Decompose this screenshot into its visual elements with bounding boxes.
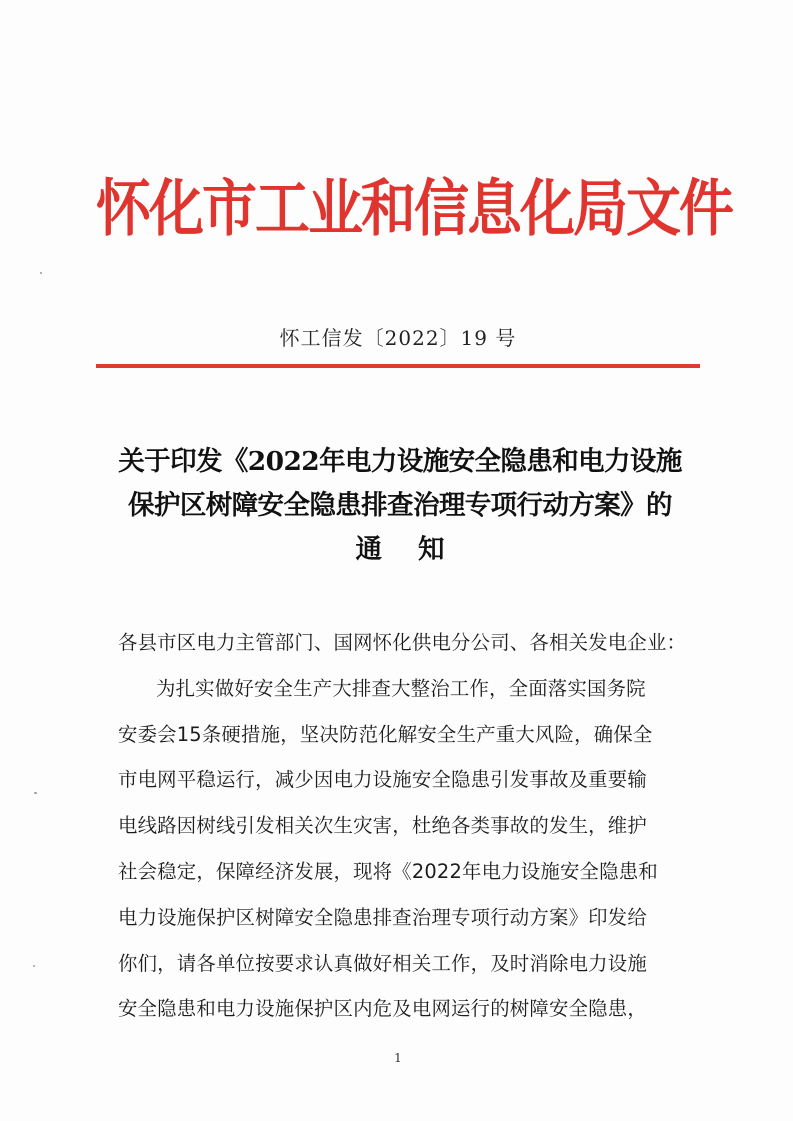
body-line: 市电网平稳运行，减少因电力设施安全隐患引发事故及重要输 <box>118 768 647 792</box>
document-body <box>118 620 698 1032</box>
document-title <box>100 440 700 572</box>
scan-speck <box>40 272 42 274</box>
salutation: 各县市区电力主管部门、国网怀化供电分公司、各相关发电企业： <box>118 631 687 654</box>
body-line: 你们，请各单位按要求认真做好相关工作，及时消除电力设施 <box>118 951 647 975</box>
document-number: 怀工信发〔2022〕19 号 <box>279 326 517 350</box>
body-line: 安委会15条硬措施，坚决防范化解安全生产重大风险，确保全 <box>118 722 653 746</box>
scan-speck <box>34 792 37 794</box>
red-divider-line <box>96 364 700 368</box>
body-line: 安全隐患和电力设施保护区内危及电网运行的树障安全隐患， <box>118 997 647 1021</box>
body-line: 电力设施保护区树障安全隐患排查治理专项行动方案》印发给 <box>118 905 647 929</box>
body-line: 为扎实做好安全生产大排查大整治工作，全面落实国务院 <box>156 676 646 700</box>
title-line-2: 保护区树障安全隐患排查治理专项行动方案》的 <box>128 490 672 521</box>
masthead-title: 怀化市工业和信息化局文件 <box>96 172 733 245</box>
body-line: 电线路因树线引发相关次生灾害，杜绝各类事故的发生，维护 <box>118 814 647 838</box>
title-line-3: 通知 <box>355 534 481 565</box>
page-number: 1 <box>394 1051 402 1065</box>
body-line: 社会稳定，保障经济发展，现将《2022年电力设施安全隐患和 <box>118 859 658 883</box>
title-line-1: 关于印发《2022年电力设施安全隐患和电力设施 <box>118 446 682 477</box>
scan-speck <box>33 965 35 967</box>
